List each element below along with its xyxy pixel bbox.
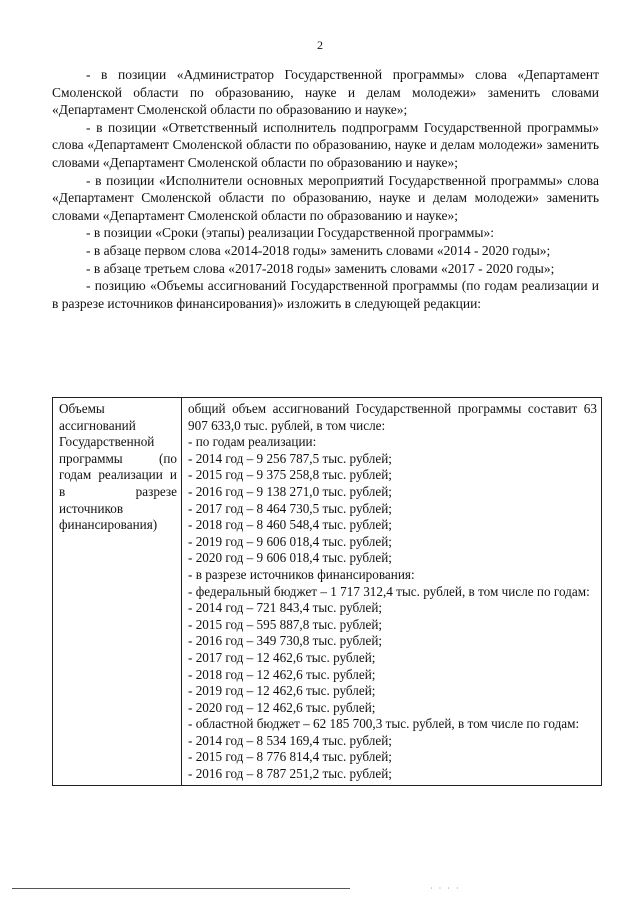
total-year-line: - 2018 год – 8 460 548,4 тыс. рублей; (188, 517, 392, 533)
federal-budget-line: - федеральный бюджет – 1 717 312,4 тыс. рублей, в том числе по годам: (188, 583, 590, 599)
paragraph-first-subparagraph: - в абзаце первом слова «2014-2018 годы» заменить словами «2014 - 2020 годы»; (86, 242, 551, 258)
federal-year-line: - 2018 год – 12 462,6 тыс. рублей; (188, 666, 376, 682)
total-volume-line: общий объем ассигнований Государственной программы составит 63 907 633,0 тыс. рублей, в том числе: (188, 401, 597, 433)
total-year-line: - 2017 год – 8 464 730,5 тыс. рублей; (188, 500, 392, 516)
regional-budget-line: - областной бюджет – 62 185 700,3 тыс. рублей, в том числе по годам: (188, 716, 580, 732)
total-year-line: - 2014 год – 9 256 787,5 тыс. рублей; (188, 450, 392, 466)
page-number: 2 (317, 38, 323, 52)
table-label-cell: Объемы ассигнований Государственной программы (по годам реализации и в разрезе источников финансирования) (53, 398, 182, 786)
amendment-text (52, 66, 599, 312)
paragraph-administrator: - в позиции «Администратор Государственной программы» слова «Департамент Смоленской области по образованию, науке и делам молодежи» заменить словами «Департамент Смоленской области по образованию и науке»; (52, 67, 599, 118)
federal-year-line: - 2014 год – 721 843,4 тыс. рублей; (188, 600, 383, 616)
federal-year-line: - 2016 год – 349 730,8 тыс. рублей; (188, 633, 383, 649)
scan-artifact: · · · · (430, 884, 461, 893)
federal-year-line: - 2017 год – 12 462,6 тыс. рублей; (188, 649, 376, 665)
federal-year-line: - 2019 год – 12 462,6 тыс. рублей; (188, 683, 376, 699)
total-year-line: - 2016 год – 9 138 271,0 тыс. рублей; (188, 483, 392, 499)
federal-year-line: - 2020 год – 12 462,6 тыс. рублей; (188, 699, 376, 715)
paragraph-main-executors: - в позиции «Исполнители основных мероприятий Государственной программы» слова «Департамент Смоленской области по образованию, науке и делам молодежи» заменить словами «Департамент Смоленской области по образованию и науке»; (52, 172, 599, 223)
regional-year-line: - 2016 год – 8 787 251,2 тыс. рублей; (188, 766, 392, 782)
paragraph-funding-volumes: - позицию «Объемы ассигнований Государственной программы (по годам реализации и в разрезе источников финансирования)» изложить в следующей редакции: (52, 278, 599, 311)
total-year-line: - 2015 год – 9 375 258,8 тыс. рублей; (188, 467, 392, 483)
footer-divider (12, 888, 350, 889)
by-sources-heading: - в разрезе источников финансирования: (188, 566, 415, 582)
table-row (53, 398, 602, 786)
paragraph-terms: - в позиции «Сроки (этапы) реализации Государственной программы»: (86, 225, 494, 241)
paragraph-third-subparagraph: - в абзаце третьем слова «2017-2018 годы» заменить словами «2017 - 2020 годы»; (86, 260, 555, 276)
federal-year-line: - 2015 год – 595 887,8 тыс. рублей; (188, 616, 383, 632)
regional-year-line: - 2014 год – 8 534 169,4 тыс. рублей; (188, 732, 392, 748)
funding-table (52, 397, 602, 786)
paragraph-responsible-executor: - в позиции «Ответственный исполнитель подпрограмм Государственной программы» слова «Департамент Смоленской области по образованию, науке и делам молодежи» заменить словами «Департамент Смоленской области по образованию и науке»; (52, 119, 599, 170)
table-value-cell (182, 398, 602, 786)
total-year-line: - 2019 год – 9 606 018,4 тыс. рублей; (188, 533, 392, 549)
regional-year-line: - 2015 год – 8 776 814,4 тыс. рублей; (188, 749, 392, 765)
total-year-line: - 2020 год – 9 606 018,4 тыс. рублей; (188, 550, 392, 566)
by-years-heading: - по годам реализации: (188, 434, 317, 450)
